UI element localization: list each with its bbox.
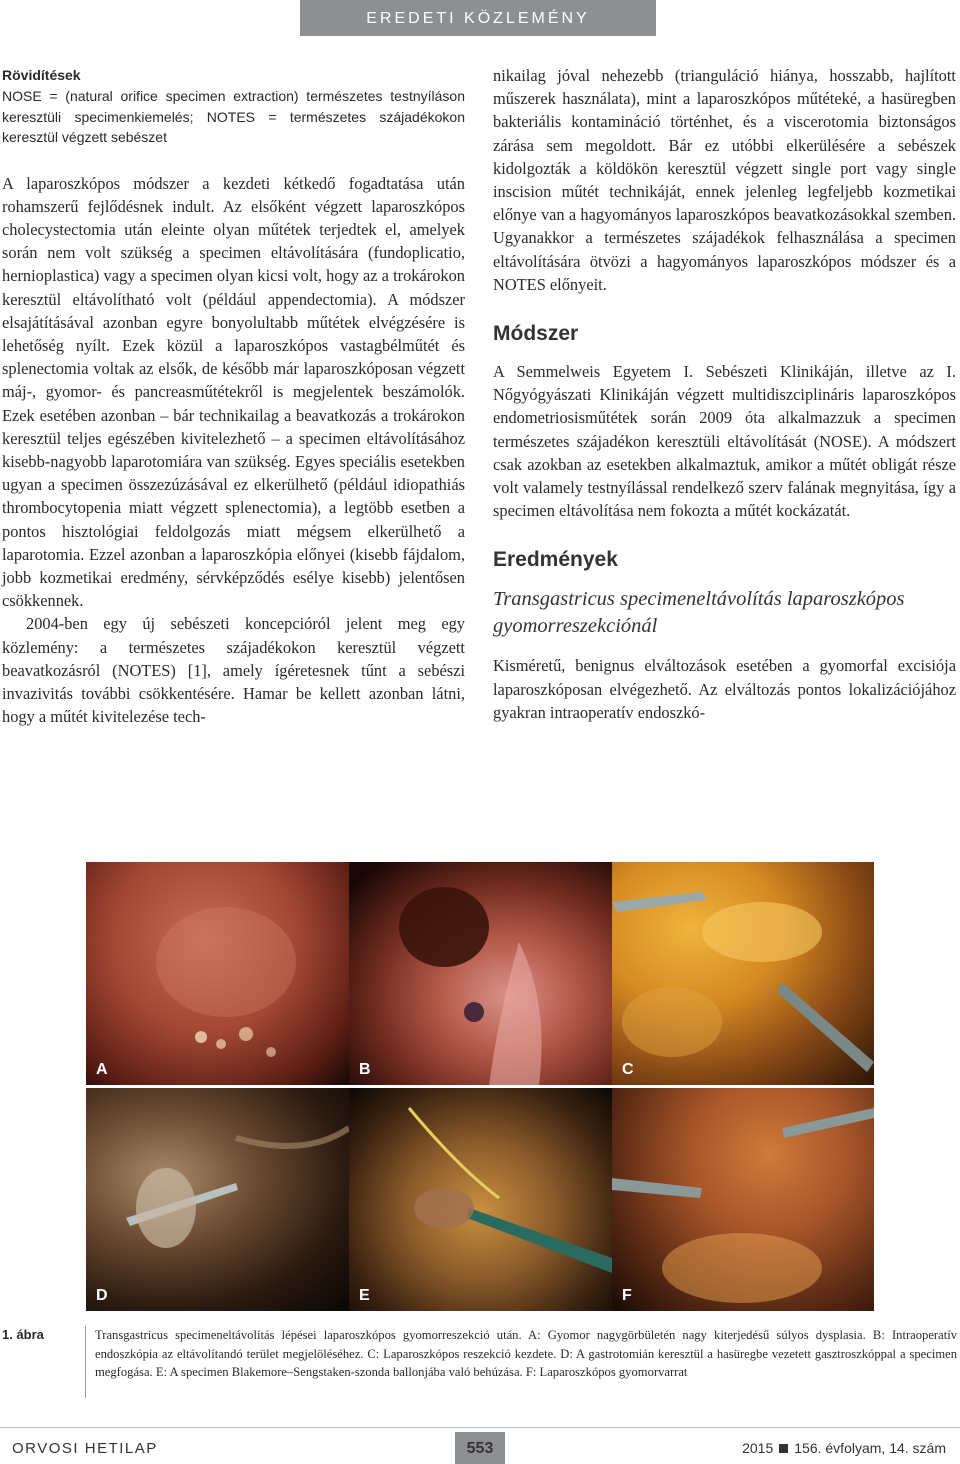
- results-heading: Eredmények: [493, 548, 618, 572]
- figure-panel-c: [612, 862, 874, 1085]
- figure-panel-f: [612, 1088, 874, 1311]
- figure-panel-d: [86, 1088, 349, 1311]
- figure-panel-b: [349, 862, 612, 1085]
- panel-letter: C: [622, 1061, 634, 1078]
- results-paragraph: Kisméretű, benignus elváltozások esetében a gyomorfal excisiója laparoszkóposan elvégezhető. Az elváltozás pontos lokalizációjához gyakran intraoperatív endoszkó-: [493, 656, 956, 722]
- abbreviations-text: NOSE = (natural orifice specimen extraction) természetes testnyíláson keresztüli specimenkiemelés; NOTES = természetes szájadékokon keresztül végzett sebészet: [2, 88, 465, 145]
- panel-letter: E: [359, 1287, 370, 1304]
- figure-label: 1. ábra: [2, 1327, 44, 1342]
- methods-paragraph: A Semmelweis Egyetem I. Sebészeti Klinikáján, illetve az I. Nőgyógyászati Klinikáján végzett multidiszciplináris laparoszkópos endometriosisműtétek során 2009 óta alkalmazzuk a specimen természetes szájadékon keresztüli eltávolítását (NOSE). A módszert csak azokban az esetekben alkalmaztuk, amikor a műtét obligát része volt valamely testnyílással rendelkező szerv falának megnyitása, így a specimen eltávolítása nem fokozta a műtét kockázatát.: [493, 362, 956, 521]
- laparoscopy-image: [612, 862, 874, 1085]
- caption-divider: [85, 1326, 86, 1398]
- figure-panel-a: [86, 862, 349, 1085]
- abbreviations-title: Rövidítések: [2, 67, 81, 83]
- panel-letter: F: [622, 1287, 632, 1304]
- issue-info: [742, 1440, 946, 1456]
- issue-year: 2015: [742, 1440, 774, 1456]
- laparoscopy-image: [86, 1088, 349, 1311]
- panel-letter: D: [96, 1287, 108, 1304]
- continued-paragraph: nikailag jóval nehezebb (trianguláció hiánya, hosszabb, hajlított műszerek használata), mint a laparoszkópos műtéteké, a hasüregben bakteriális kontamináció történhet, és a viscerotomia biztonságos zárása sem megoldott. Bár ez utóbbi elkerülésére a sebészek kidolgozták a köldökön keresztül végzett single port vagy single inscision műtét technikáját, ennek jelenleg legfeljebb kozmetikai előnye van a hagyományos laparoszkópos beavatkozásokkal szemben. Ugyanakkor a természetes szájadékok felhasználása a specimen eltávolítására ötvözi a hagyományos laparoszkópos módszer és a NOTES előnyeit.: [493, 66, 956, 294]
- page-number: 553: [455, 1432, 505, 1464]
- panel-letter: A: [96, 1061, 108, 1078]
- laparoscopy-image: [349, 1088, 612, 1311]
- section-header: EREDETI KÖZLEMÉNY: [300, 0, 656, 36]
- right-column: [493, 64, 956, 724]
- figure-image-grid: [86, 862, 874, 1311]
- notes-paragraph: 2004-ben egy új sebészeti koncepcióról jelent meg egy közlemény: a természetes szájadékokon keresztül végzett beavatkozásról (NOTES) [1], amely ígéretesnek tűnt a sebészi invazivitás további csökkentésére. Hamar be kellett azonban látni, hogy a műtét kivitelezése tech-: [2, 614, 465, 727]
- endoscopy-image: [86, 862, 349, 1085]
- endoscopy-image: [349, 862, 612, 1085]
- intro-paragraph: A laparoszkópos módszer a kezdeti kétkedő fogadtatása után rohamszerű fejlődésnek indult. Az elsőként végzett laparoszkópos cholecystectomia után eleinte olyan műtétek terjedtek el, amelyek során nem volt szükség a specimen eltávolítására (fundoplicatio, hernioplastica) vagy a specimen olyan kicsi volt, hogy az a trokárokon keresztül eltávolítható volt (például appendectomia). A módszer elsajátításával azonban egyre bonyolultabb műtétek elvégzésére is lehetőség nyílt. Ezek közül a laparoszkópos vastagbélműtét és splenectomia voltak az elsők, de később már laparoszkóposan végzett máj-, gyomor- és pancreasműtétekről is megjelentek beszámolók. Ezek esetében azonban – bár technikailag a beavatkozás a trokárokon keresztül teljes egészében kivitelezhető – a specimen eltávolításához kisebb-nagyobb laparotomiára van szükség. Egyes speciális esetekben ugyan a specimen összezúzásával ez elkerülhető (például idiopathiás thrombocytopenia miatt végzett splenectomia), a legtöbb esetben a pontos hisztológiai feldolgozás miatt mégsem elkerülhető a laparotomia. Ezzel azonban a laparoszkópia előnyei (kisebb fájdalom, jobb kozmetikai eredmény, sérvképződés esélye kisebb) jelentősen csökkennek.: [2, 173, 465, 611]
- laparoscopy-image: [612, 1088, 874, 1311]
- results-subheading: Transgastricus specimeneltávolítás laparoszkópos gyomorreszekciónál: [493, 588, 905, 638]
- panel-letter: B: [359, 1061, 371, 1078]
- journal-name: ORVOSI HETILAP: [12, 1440, 158, 1457]
- footer-divider: [0, 1427, 960, 1428]
- square-bullet-icon: [779, 1444, 788, 1453]
- issue-volume: 156. évfolyam, 14. szám: [794, 1440, 946, 1456]
- figure-caption: Transgastricus specimeneltávolítás lépései laparoszkópos gyomorreszekció után. A: Gyomor nagygörbületén nagy kiterjedésű súlyos dysplasia. B: Intraoperatív endoszkópia az eltávolítandó terület megjelöléséhez. C: Laparoszkópos reszekció kezdete. D: A gastrotomián keresztül a hasüregbe vezetett gasztroszkóppal a specimen megfogása. E: A specimen Blakemore–Sengstaken-szonda ballonjába való behúzása. F: Laparoszkópos gyomorvarrat: [95, 1328, 957, 1380]
- left-column: [2, 64, 465, 728]
- figure-panel-e: [349, 1088, 612, 1311]
- methods-heading: Módszer: [493, 322, 579, 346]
